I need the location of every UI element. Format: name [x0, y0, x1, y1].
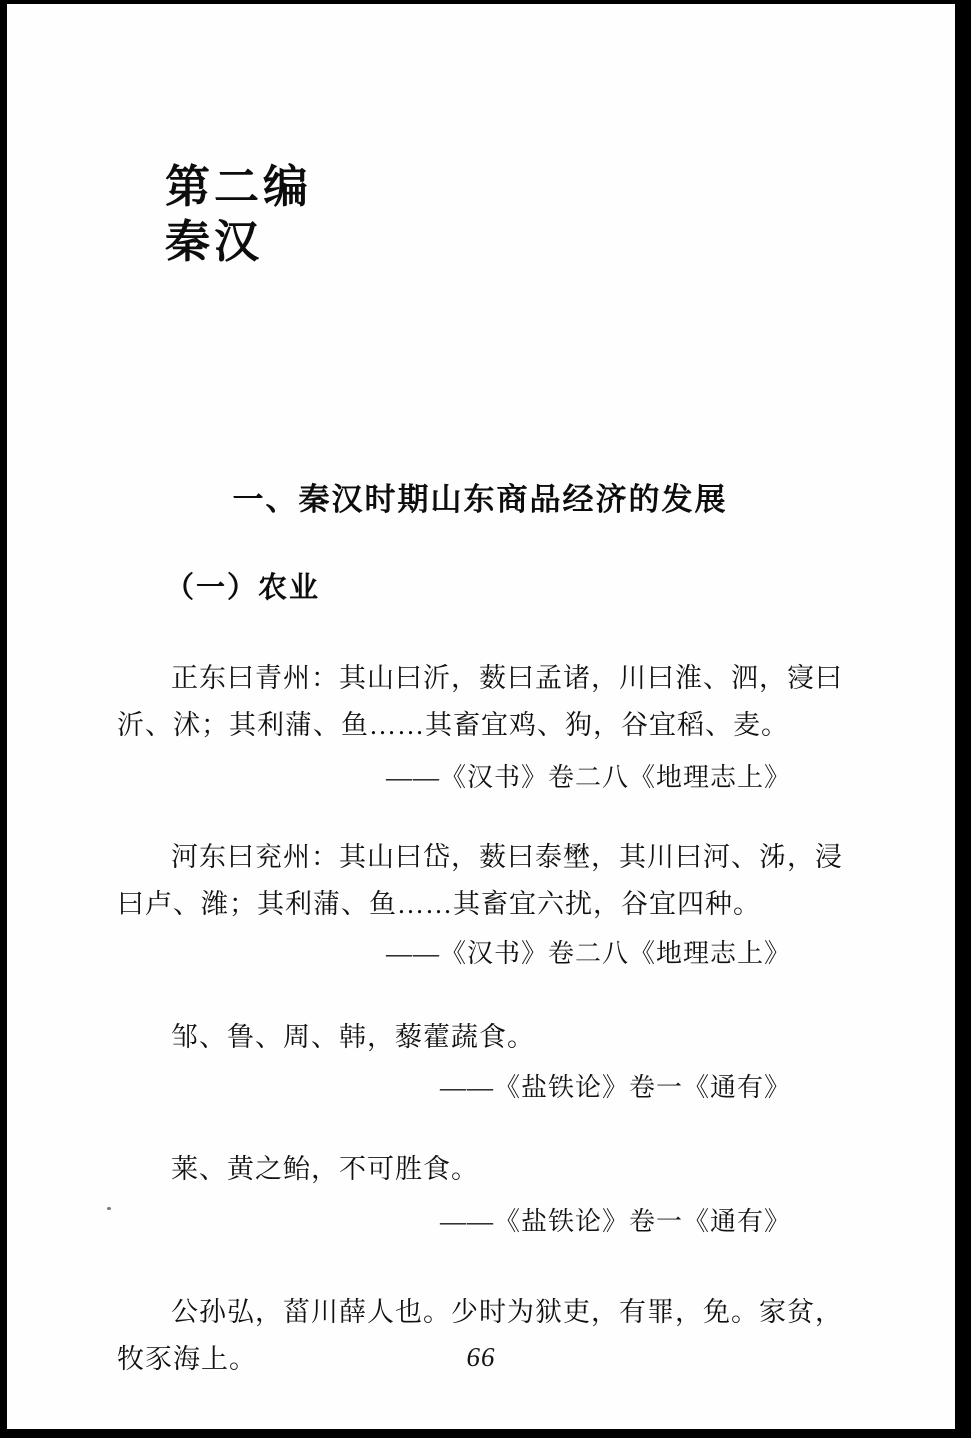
quote-source: ——《汉书》卷二八《地理志上》 — [385, 763, 791, 792]
part-name: 秦汉 — [165, 216, 264, 267]
quote-source: ——《盐铁论》卷一《通有》 — [439, 1073, 791, 1102]
book-page — [7, 4, 955, 1429]
section-heading: 一、秦汉时期山东商品经济的发展 — [232, 482, 728, 517]
quote-block — [117, 834, 843, 977]
quote-text: 河东曰兖州：其山曰岱，薮曰泰壄，其川曰河、泲，浸曰卢、潍；其利蒲、鱼……其畜宜六扰，谷宜四种。 — [117, 842, 843, 919]
quote-source: ——《汉书》卷二八《地理志上》 — [385, 939, 791, 968]
part-title — [165, 159, 843, 269]
quote-text: 莱、黄之鲐，不可胜食。 — [171, 1154, 479, 1184]
quote-block — [117, 1146, 843, 1245]
quote-block — [117, 655, 843, 801]
part-label: 第二编 — [165, 161, 313, 212]
quote-text: 邹、鲁、周、韩，藜藿蔬食。 — [171, 1022, 535, 1052]
quote-text: 公孙弘，菑川薛人也。少时为狱吏，有罪，免。家贫，牧豕海上。 — [117, 1297, 843, 1374]
quote-source: ——《盐铁论》卷一《通有》 — [439, 1207, 791, 1236]
quote-block — [117, 1014, 843, 1111]
quote-text: 正东曰青州：其山曰沂，薮曰孟诸，川曰淮、泗，寖曰沂、沭；其利蒲、鱼……其畜宜鸡、狗，谷宜稻、麦。 — [117, 663, 843, 740]
page-number: 66 — [466, 1342, 496, 1372]
scan-artifact-dot — [107, 1207, 111, 1210]
subsection-heading: （一）农业 — [165, 572, 321, 604]
